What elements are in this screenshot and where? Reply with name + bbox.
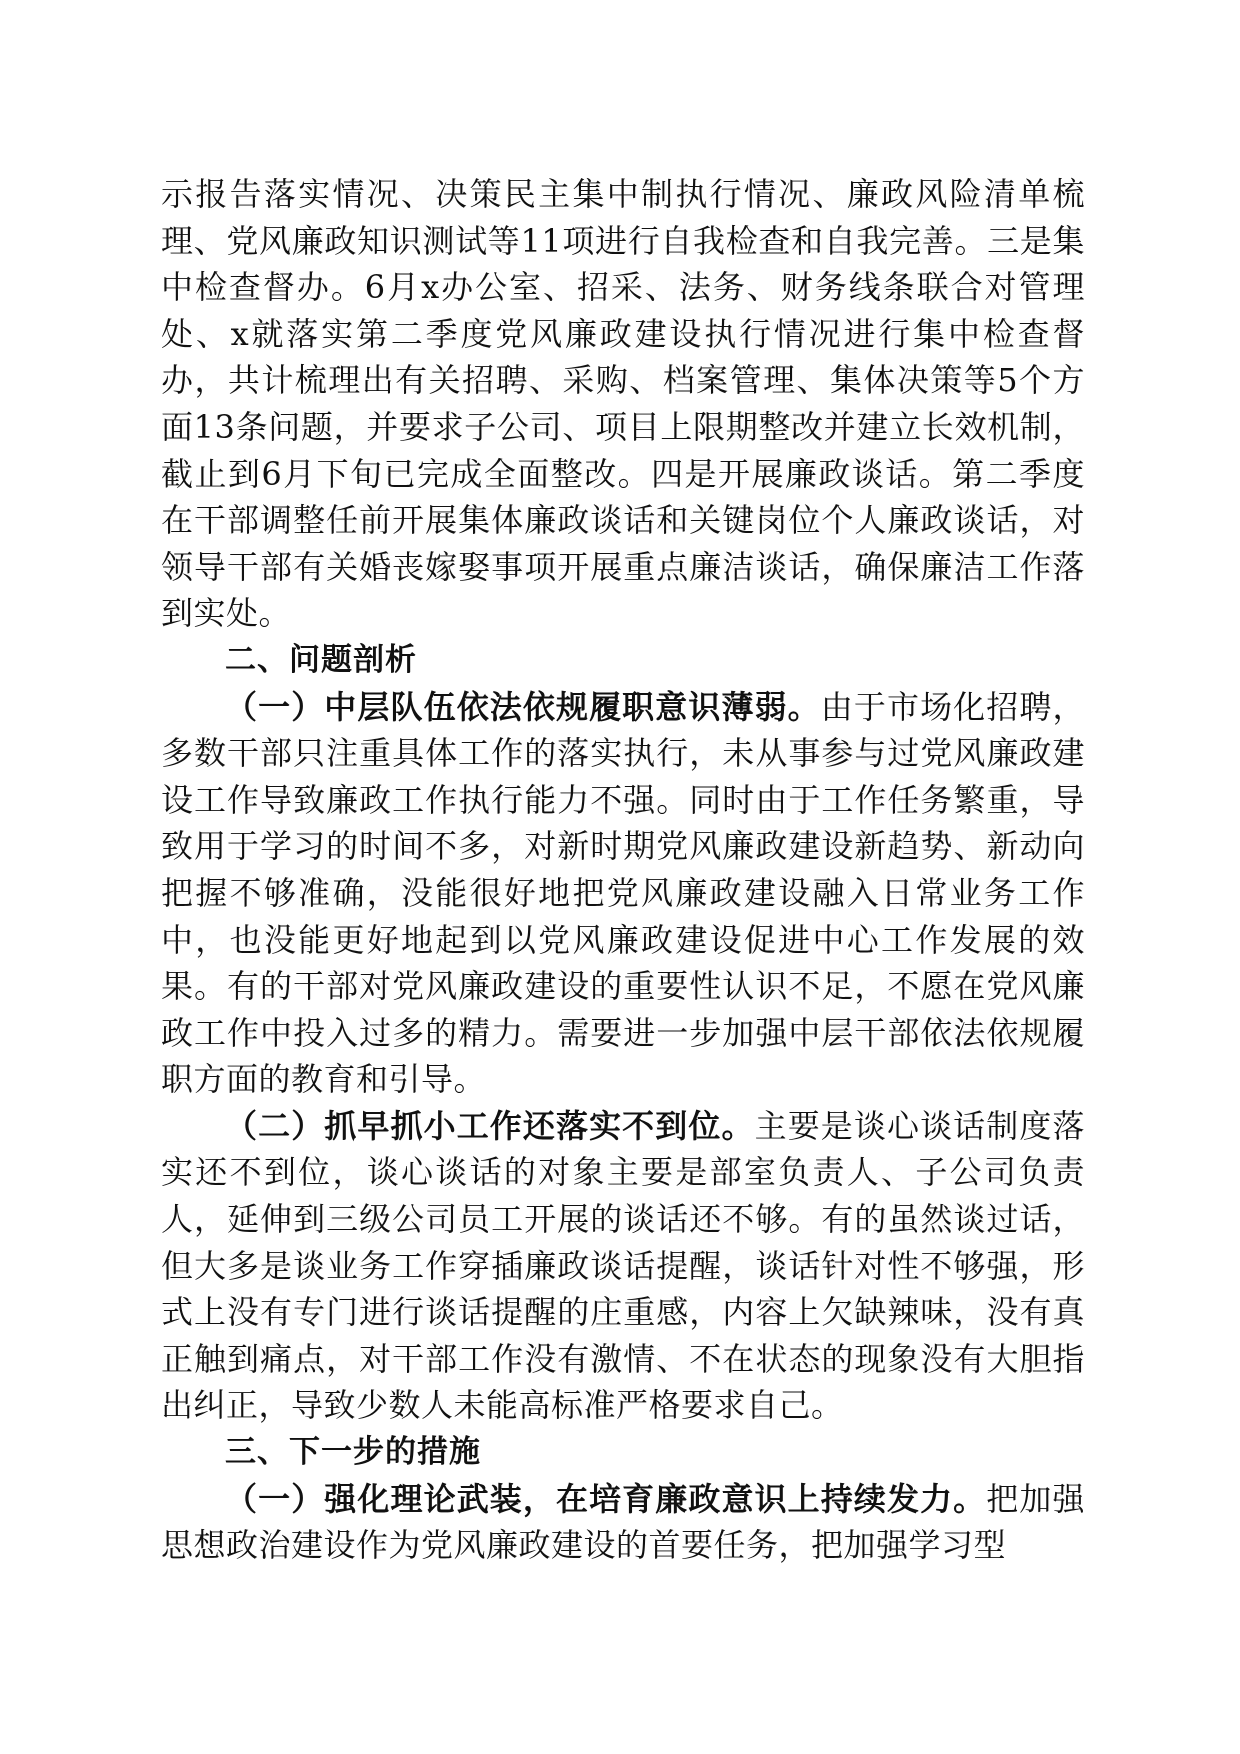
document-body [161, 171, 1085, 1569]
paragraph-text: 主要是谈心谈话制度落实还不到位，谈心谈话的对象主要是部室负责人、子公司负责人，延伸到三级公司员工开展的谈话还不够。有的虽然谈过话，但大多是谈业务工作穿插廉政谈话提醒，谈话针对性不够强，形式上没有专门进行谈话提醒的庄重感，内容上欠缺辣味，没有真正触到痛点，对干部工作没有激情、不在状态的现象没有大胆指出纠正，导致少数人未能高标准严格要求自己。 [161, 1106, 1085, 1425]
paragraph-text: 由于市场化招聘，多数干部只注重具体工作的落实执行，未从事参与过党风廉政建设工作导致廉政工作执行能力不强。同时由于工作任务繁重，导致用于学习的时间不多，对新时期党风廉政建设新趋势、新动向把握不够准确，没能很好地把党风廉政建设融入日常业务工作中，也没能更好地起到以党风廉政建设促进中心工作发展的效果。有的干部对党风廉政建设的重要性认识不足，不愿在党风廉政工作中投入过多的精力。需要进一步加强中层干部依法依规履职方面的教育和引导。 [161, 687, 1085, 1099]
paragraph-lead: （二）抓早抓小工作还落实不到位。 [225, 1106, 755, 1145]
paragraph-theory-armament [161, 1476, 1085, 1569]
paragraph-middle-management [161, 684, 1085, 1103]
paragraph-lead: （一）中层队伍依法依规履职意识薄弱。 [225, 687, 821, 726]
paragraph-early-intervention [161, 1103, 1085, 1429]
section-heading-problem-analysis: 二、问题剖析 [225, 641, 417, 678]
paragraph-lead: （一）强化理论武装，在培育廉政意识上持续发力。 [225, 1479, 987, 1518]
paragraph-self-check: 示报告落实情况、决策民主集中制执行情况、廉政风险清单梳理、党风廉政知识测试等11项进行自我检查和自我完善。三是集中检查督办。6月x办公室、招采、法务、财务线条联合对管理处、x就落实第二季度党风廉政建设执行情况进行集中检查督办，共计梳理出有关招聘、采购、档案管理、集体决策等5个方面13条问题，并要求子公司、项目上限期整改并建立长效机制，截止到6月下旬已完成全面整改。四是开展廉政谈话。第二季度在干部调整任前开展集体廉政谈话和关键岗位个人廉政谈话，对领导干部有关婚丧嫁娶事项开展重点廉洁谈话，确保廉洁工作落到实处。 [161, 175, 1085, 633]
section-heading-next-steps: 三、下一步的措施 [225, 1434, 481, 1471]
paragraph-text: 把加强思想政治建设作为党风廉政建设的首要任务，把加强学习型 [161, 1479, 1085, 1565]
